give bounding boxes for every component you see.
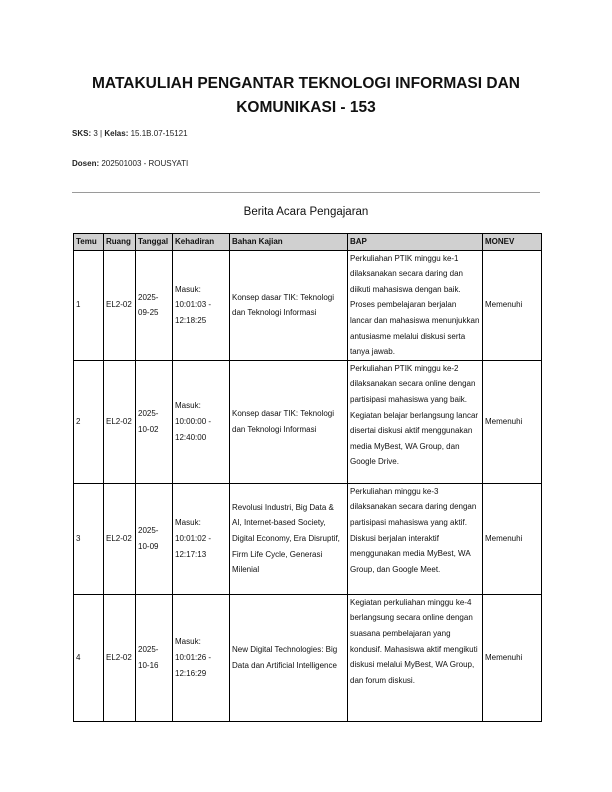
header-bahan-kajian: Bahan Kajian xyxy=(230,234,348,251)
cell-kehadiran: Masuk: 10:01:03 - 12:18:25 xyxy=(173,250,230,360)
header-bap: BAP xyxy=(348,234,483,251)
cell-bahan-kajian: Konsep dasar TIK: Teknologi dan Teknologi Informasi xyxy=(230,360,348,483)
dosen-value: 202501003 - ROUSYATI xyxy=(101,159,189,168)
table-row xyxy=(74,594,542,721)
cell-kehadiran: Masuk: 10:01:02 - 12:17:13 xyxy=(173,483,230,594)
sks-label: SKS xyxy=(72,129,89,138)
kelas-value: 15.1B.07-15121 xyxy=(130,129,188,138)
cell-ruang: EL2-02 xyxy=(104,594,136,721)
class-info: SKS: 3 | Kelas: 15.1B.07-15121 xyxy=(72,129,188,138)
document-title: MATAKULIAH PENGANTAR TEKNOLOGI INFORMASI DAN KOMUNIKASI - 153 xyxy=(92,75,520,116)
cell-monev: Memenuhi xyxy=(483,594,542,721)
cell-tanggal: 2025-10-16 xyxy=(136,594,173,721)
cell-monev: Memenuhi xyxy=(483,483,542,594)
table-row xyxy=(74,360,542,483)
section-title: Berita Acara Pengajaran xyxy=(243,206,369,218)
cell-bahan-kajian: Konsep dasar TIK: Teknologi dan Teknologi Informasi xyxy=(230,250,348,360)
cell-temu: 4 xyxy=(74,594,104,721)
cell-bap: Kegiatan perkuliahan minggu ke-4 berlangsung secara online dengan suasana pembelajaran yang kondusif. Mahasiswa aktif mengikuti diskusi melalui MyBest, WA Group, dan forum diskusi. xyxy=(348,594,483,721)
cell-temu: 1 xyxy=(74,250,104,360)
cell-tanggal: 2025-10-09 xyxy=(136,483,173,594)
cell-bap: Perkuliahan minggu ke-3 dilaksanakan secara daring dengan partisipasi mahasiswa yang aktif. Diskusi berjalan interaktif menggunakan media MyBest, WA Group, dan Google Meet. xyxy=(348,483,483,594)
header-monev: MONEV xyxy=(483,234,542,251)
teaching-report-table xyxy=(73,233,542,722)
cell-ruang: EL2-02 xyxy=(104,250,136,360)
table-row xyxy=(74,483,542,594)
cell-bahan-kajian: Revolusi Industri, Big Data & AI, Internet-based Society, Digital Economy, Era Disruptif, Firm Life Cycle, Generasi Milenial xyxy=(230,483,348,594)
divider xyxy=(72,192,540,193)
cell-temu: 2 xyxy=(74,360,104,483)
cell-bap: Perkuliahan PTIK minggu ke-2 dilaksanakan secara online dengan partisipasi mahasiswa yang baik. Kegiatan belajar berlangsung lancar disertai diskusi aktif menggunakan media MyBest, WA Group, dan Google Drive. xyxy=(348,360,483,483)
header-ruang: Ruang xyxy=(104,234,136,251)
cell-temu: 3 xyxy=(74,483,104,594)
cell-tanggal: 2025-10-02 xyxy=(136,360,173,483)
cell-tanggal: 2025-09-25 xyxy=(136,250,173,360)
cell-kehadiran: Masuk: 10:01:26 - 12:16:29 xyxy=(173,594,230,721)
cell-bap: Perkuliahan PTIK minggu ke-1 dilaksanakan secara daring dan diikuti mahasiswa dengan baik. Proses pembelajaran berjalan lancar dan mahasiswa menunjukkan antusiasme melalui diskusi serta tanya jawab. xyxy=(348,250,483,360)
header-temu: Temu xyxy=(74,234,104,251)
cell-ruang: EL2-02 xyxy=(104,360,136,483)
dosen-label: Dosen xyxy=(72,159,97,168)
lecturer-info: Dosen: 202501003 - ROUSYATI xyxy=(72,159,189,168)
sks-value: 3 xyxy=(93,129,98,138)
table-row xyxy=(74,250,542,360)
kelas-label: Kelas xyxy=(104,129,126,138)
table-header-row xyxy=(74,234,542,251)
cell-bahan-kajian: New Digital Technologies: Big Data dan Artificial Intelligence xyxy=(230,594,348,721)
cell-ruang: EL2-02 xyxy=(104,483,136,594)
header-kehadiran: Kehadiran xyxy=(173,234,230,251)
cell-monev: Memenuhi xyxy=(483,360,542,483)
cell-kehadiran: Masuk: 10:00:00 - 12:40:00 xyxy=(173,360,230,483)
cell-monev: Memenuhi xyxy=(483,250,542,360)
header-tanggal: Tanggal xyxy=(136,234,173,251)
